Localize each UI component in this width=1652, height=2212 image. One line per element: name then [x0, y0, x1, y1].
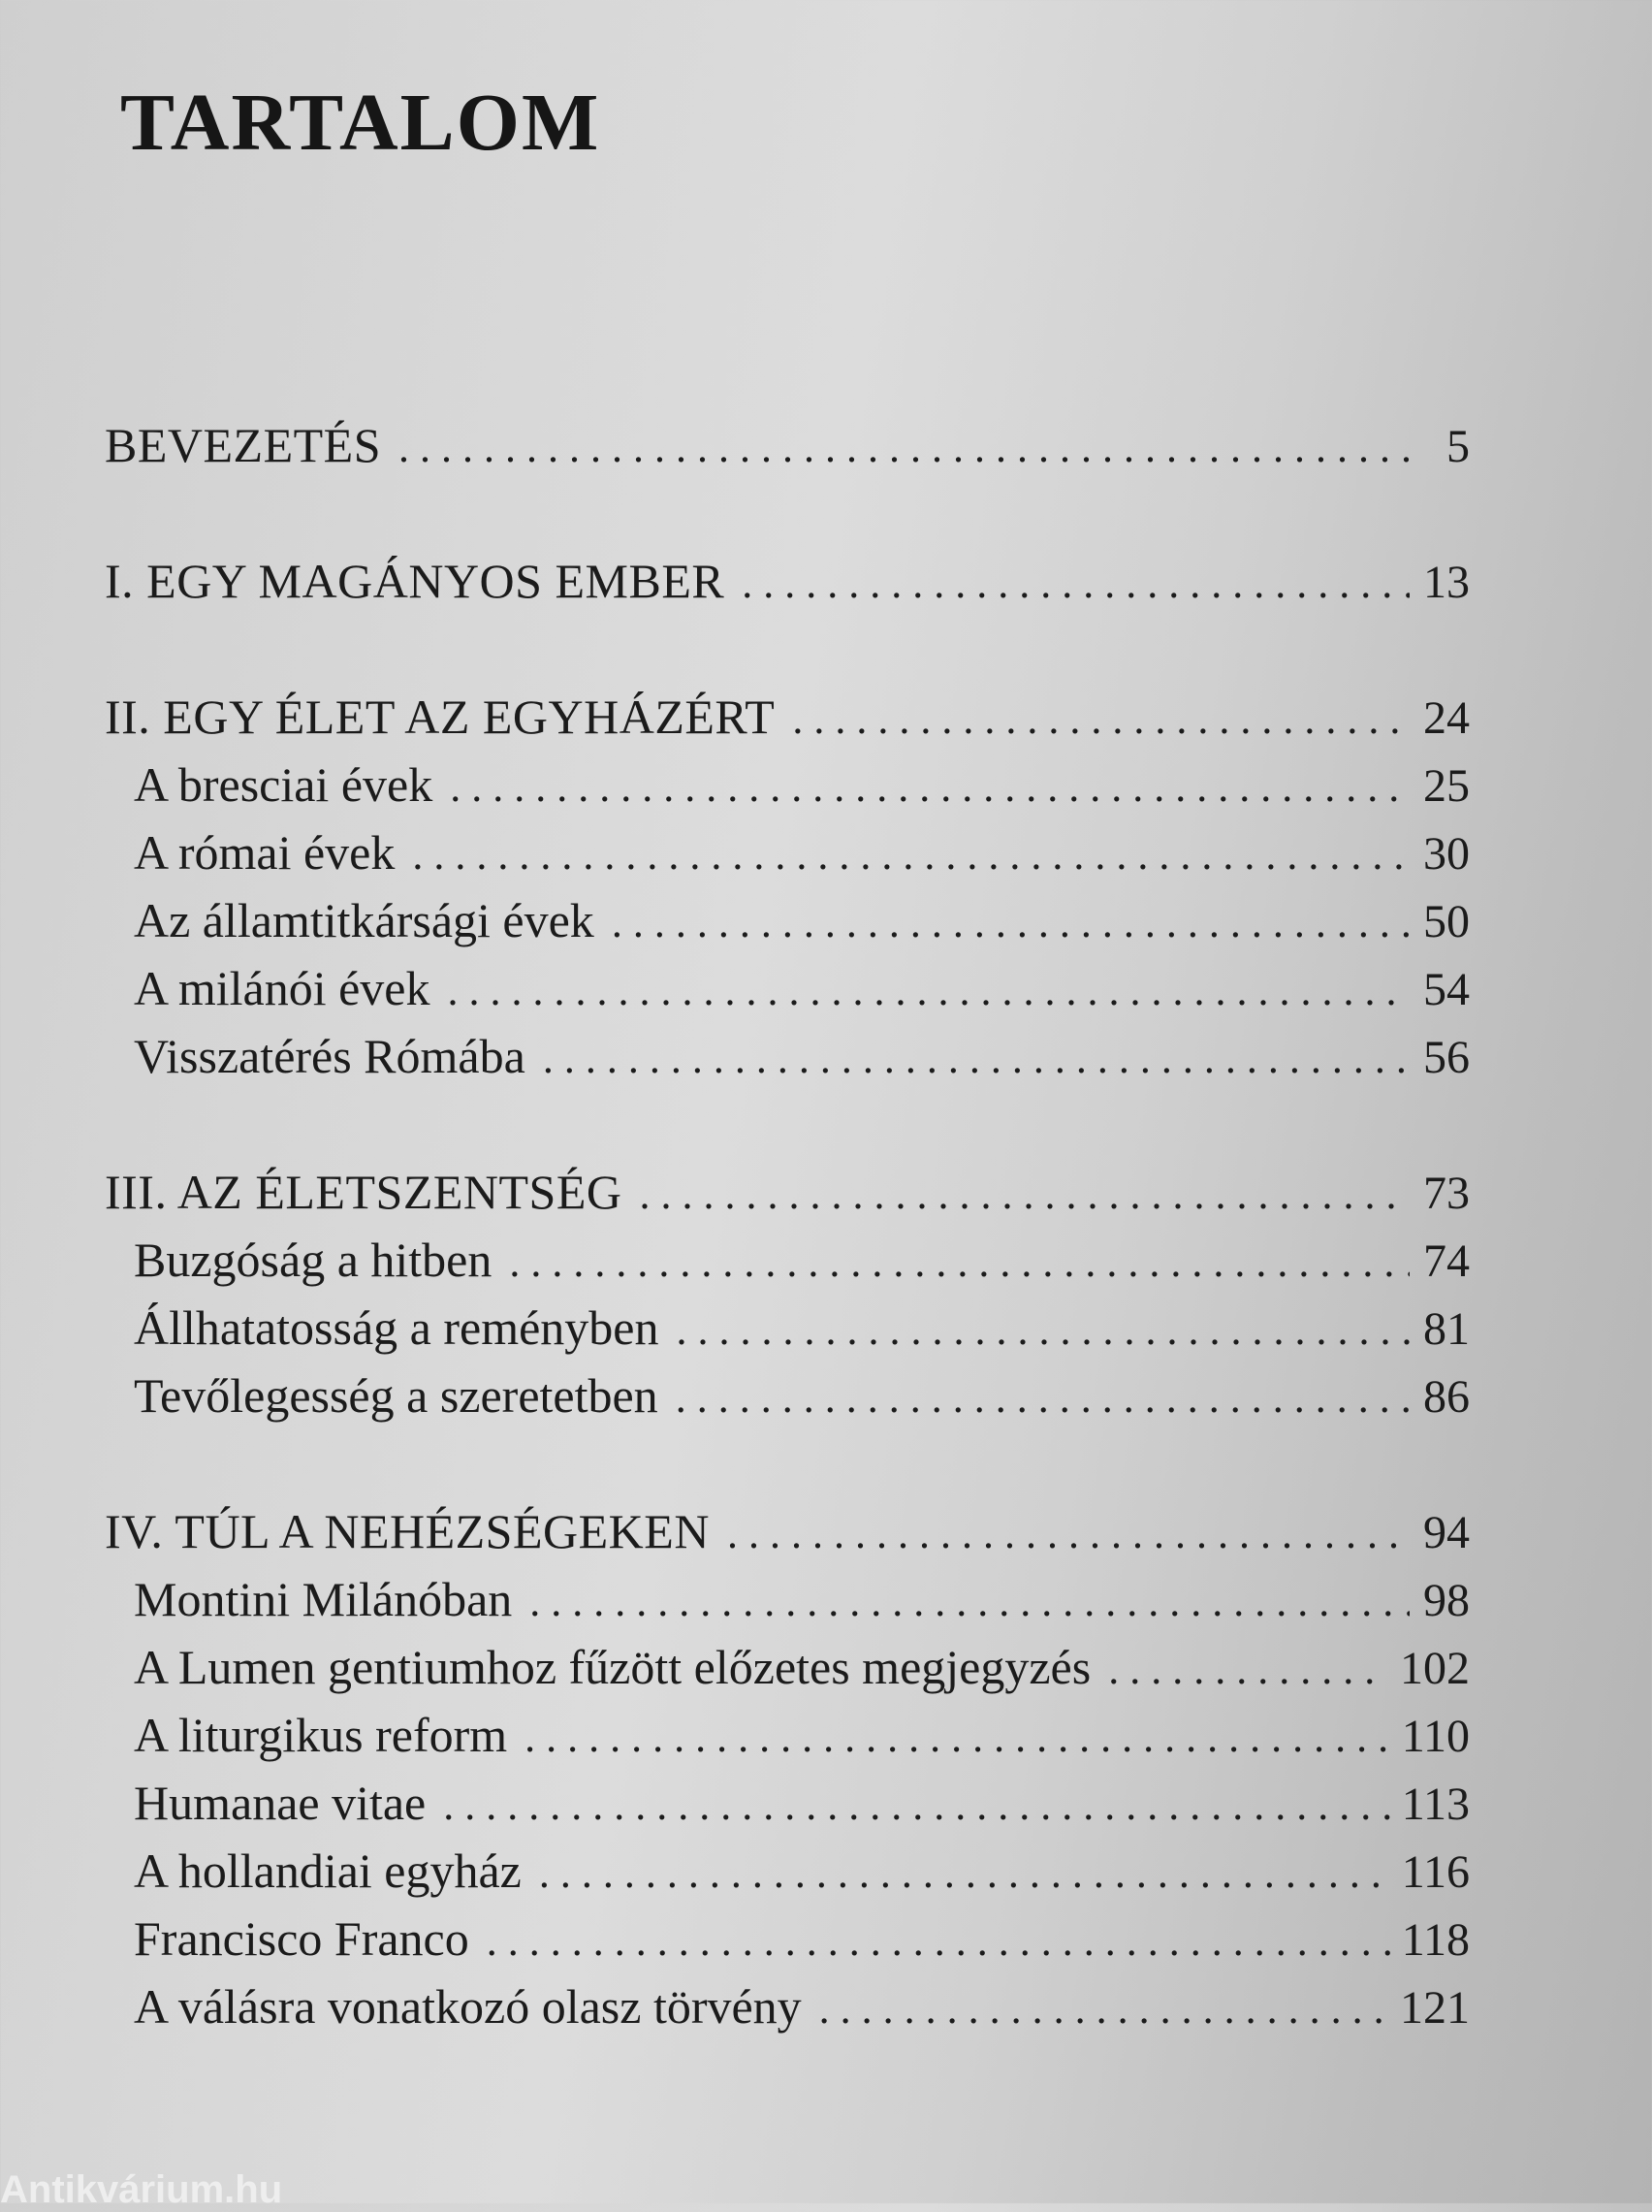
toc-entry-page: 86 [1423, 1371, 1470, 1423]
toc-entry-section [105, 960, 1470, 1022]
dot-leader [448, 966, 1411, 1015]
toc-entry-label: BEVEZETÉS [105, 418, 382, 472]
toc-entry-section [105, 1571, 1470, 1633]
toc-entry-section [105, 1639, 1470, 1701]
toc-entry-section [105, 1028, 1470, 1090]
toc-entry-page: 30 [1423, 828, 1470, 880]
toc-entry-page: 13 [1423, 557, 1470, 608]
toc-entry-introduction [105, 417, 1470, 479]
toc-entry-label: A bresciai évek [134, 757, 433, 812]
toc-entry-section [105, 1910, 1470, 1972]
watermark: Antikvárium.hu [0, 2168, 283, 2211]
toc-entry-section [105, 1299, 1470, 1362]
toc-entry-page: 54 [1423, 964, 1470, 1015]
toc-entry-page: 118 [1401, 1914, 1470, 1966]
dot-leader [543, 1034, 1410, 1083]
dot-leader [676, 1305, 1410, 1355]
dot-leader [612, 898, 1410, 947]
dot-leader [676, 1373, 1410, 1423]
toc-entry-section [105, 1367, 1470, 1429]
toc-entry-chapter-4 [105, 1503, 1470, 1565]
toc-entry-label: Az államtitkársági évek [134, 893, 594, 947]
toc-entry-label: Francisco Franco [134, 1911, 469, 1966]
toc-entry-page: 24 [1423, 692, 1470, 744]
toc-entry-label: II. EGY ÉLET AZ EGYHÁZÉRT [105, 689, 776, 744]
toc-entry-label: A milánói évek [134, 961, 430, 1015]
dot-leader [487, 1916, 1390, 1966]
dot-leader [443, 1780, 1390, 1830]
toc-entry-page: 50 [1423, 896, 1470, 947]
dot-leader [450, 762, 1410, 812]
toc-entry-section [105, 892, 1470, 954]
page-title: TARTALOM [120, 78, 601, 168]
toc-entry-chapter-3 [105, 1164, 1470, 1226]
toc-entry-label: A liturgikus reform [134, 1708, 508, 1762]
toc-entry-label: A hollandiai egyház [134, 1843, 522, 1898]
toc-entry-label: Tevőlegesség a szeretetben [134, 1368, 658, 1423]
toc-entry-page: 110 [1401, 1711, 1470, 1762]
toc-entry-label: Állhatatosság a reményben [134, 1300, 659, 1355]
toc-entry-label: Humanae vitae [134, 1776, 427, 1830]
toc-entry-page: 113 [1401, 1779, 1470, 1830]
dot-leader [727, 1509, 1410, 1558]
dot-leader [412, 830, 1410, 880]
toc-entry-section [105, 1843, 1470, 1905]
toc-entry-label: Visszatérés Rómába [134, 1029, 525, 1083]
toc-entry-label: A válásra vonatkozó olasz törvény [134, 1979, 802, 2034]
toc-entry-label: IV. TÚL A NEHÉZSÉGEKEN [105, 1504, 710, 1558]
toc-entry-label: A Lumen gentiumhoz fűzött előzetes megjegyzés [134, 1640, 1092, 1694]
toc-entry-section [105, 824, 1470, 886]
toc-entry-section [105, 756, 1470, 818]
toc-entry-chapter-1 [105, 553, 1470, 615]
dot-leader [1108, 1645, 1388, 1694]
toc-entry-label: A római évek [134, 825, 396, 880]
dot-leader [398, 423, 1410, 472]
toc-entry-section [105, 1707, 1470, 1769]
toc-entry-page: 25 [1423, 760, 1470, 812]
toc-entry-label: I. EGY MAGÁNYOS EMBER [105, 554, 725, 608]
toc-entry-label: III. AZ ÉLETSZENTSÉG [105, 1165, 622, 1219]
toc-entry-page: 73 [1423, 1168, 1470, 1219]
dot-leader [509, 1237, 1410, 1287]
toc-entry-chapter-2 [105, 689, 1470, 751]
dot-leader [539, 1848, 1390, 1898]
dot-leader [524, 1713, 1390, 1762]
toc-entry-page: 81 [1423, 1303, 1470, 1355]
toc-entry-page: 102 [1400, 1643, 1470, 1694]
toc-entry-page: 94 [1423, 1507, 1470, 1558]
toc-entry-page: 98 [1423, 1575, 1470, 1626]
toc-entry-page: 5 [1446, 421, 1470, 472]
toc-entry-section [105, 1978, 1470, 2040]
dot-leader [819, 1984, 1388, 2034]
toc-entry-section [105, 1775, 1470, 1837]
dot-leader [640, 1170, 1410, 1219]
toc-entry-page: 56 [1423, 1032, 1470, 1083]
toc-entry-page: 121 [1400, 1982, 1470, 2034]
toc-entry-section [105, 1232, 1470, 1294]
toc-entry-page: 74 [1423, 1235, 1470, 1287]
toc-entry-label: Buzgóság a hitben [134, 1233, 492, 1287]
toc-entry-page: 116 [1401, 1846, 1470, 1898]
dot-leader [792, 694, 1410, 744]
toc-entry-label: Montini Milánóban [134, 1572, 513, 1626]
dot-leader [529, 1577, 1410, 1626]
dot-leader [742, 559, 1410, 608]
